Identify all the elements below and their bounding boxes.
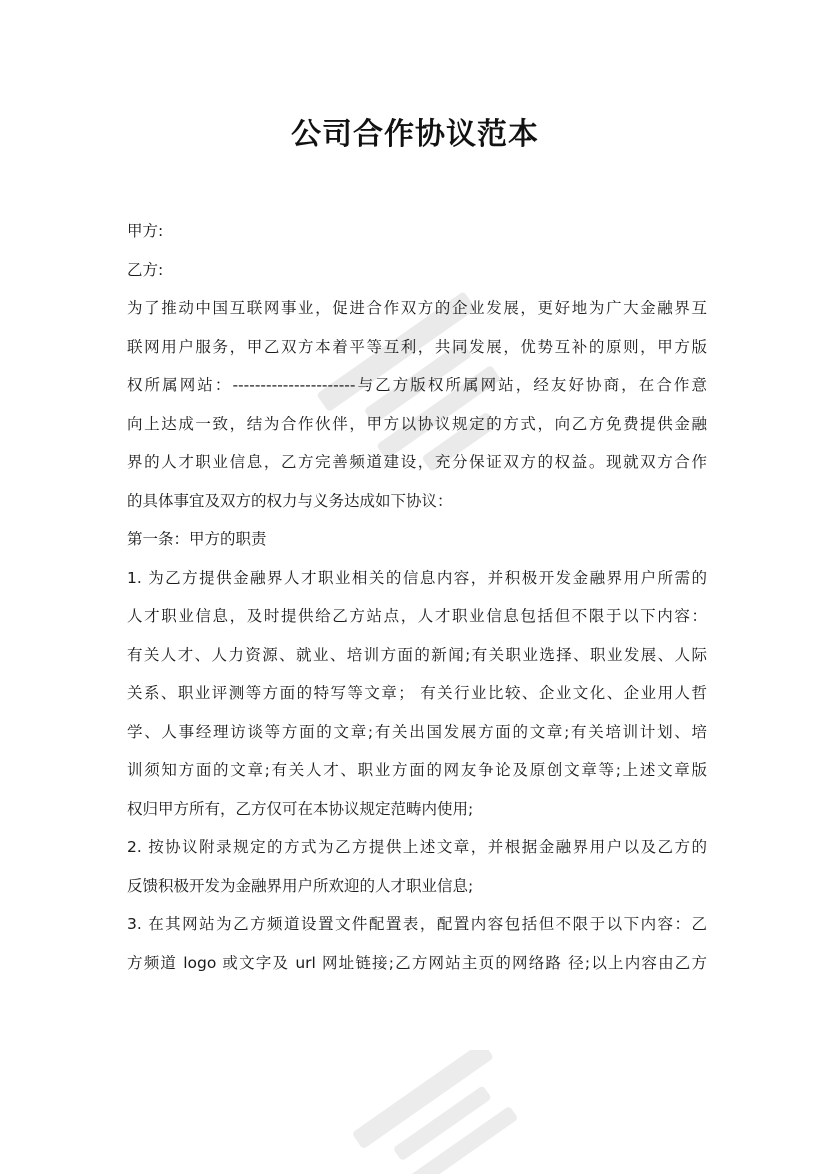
preamble-line: 权所属网站：----------------------与乙方版权所属网站，经友好协商，在合作意	[127, 376, 707, 394]
preamble-line: 的具体事宜及双方的权力与义务达成如下协议：	[127, 491, 453, 510]
article-heading: 第一条：甲方的职责	[127, 530, 267, 548]
clause-line: 学、人事经理访谈等方面的文章;有关出国发展方面的文章;有关培训计划、培	[127, 722, 707, 741]
clause-line: 权归甲方所有，乙方仅可在本协议规定范畴内使用;	[127, 799, 474, 818]
document-body	[127, 216, 707, 986]
document-title: 公司合作协议范本	[291, 117, 539, 152]
party-a-line: 甲方:	[127, 222, 164, 240]
clause-line: 1. 为乙方提供金融界人才职业相关的信息内容，并积极开发金融界用户所需的	[127, 568, 707, 587]
clause-line: 训须知方面的文章;有关人才、职业方面的网友争论及原创文章等;上述文章版	[127, 761, 707, 779]
clause-line: 有关人才、人力资源、就业、培训方面的新闻;有关职业选择、职业发展、人际	[127, 645, 707, 664]
preamble-line: 为了推动中国互联网事业，促进合作双方的企业发展，更好地为广大金融界互	[127, 299, 707, 317]
preamble-line: 联网用户服务，甲乙双方本着平等互利，共同发展，优势互补的原则，甲方版	[127, 337, 707, 356]
watermark-logo-icon	[330, 1050, 550, 1174]
preamble-line: 向上达成一致，结为合作伙伴，甲方以协议规定的方式，向乙方免费提供金融	[127, 414, 707, 433]
party-b-line: 乙方:	[127, 260, 164, 279]
clause-line: 人才职业信息，及时提供给乙方站点，人才职业信息包括但不限于以下内容：	[127, 607, 707, 625]
clause-line: 反馈积极开发为金融界用户所欢迎的人才职业信息;	[127, 876, 474, 895]
clause-line: 3. 在其网站为乙方频道设置文件配置表，配置内容包括但不限于以下内容：乙	[127, 915, 707, 933]
clause-line: 2. 按协议附录规定的方式为乙方提供上述文章，并根据金融界用户以及乙方的	[127, 838, 707, 856]
clause-line: 方频道 logo 或文字及 url 网址链接;乙方网站主页的网络路 径;以上内容由乙方	[127, 953, 707, 972]
clause-line: 关系、职业评测等方面的特写等文章； 有关行业比较、企业文化、企业用人哲	[127, 684, 707, 702]
preamble-line: 界的人才职业信息，乙方完善频道建设，充分保证双方的权益。现就双方合作	[127, 453, 707, 471]
